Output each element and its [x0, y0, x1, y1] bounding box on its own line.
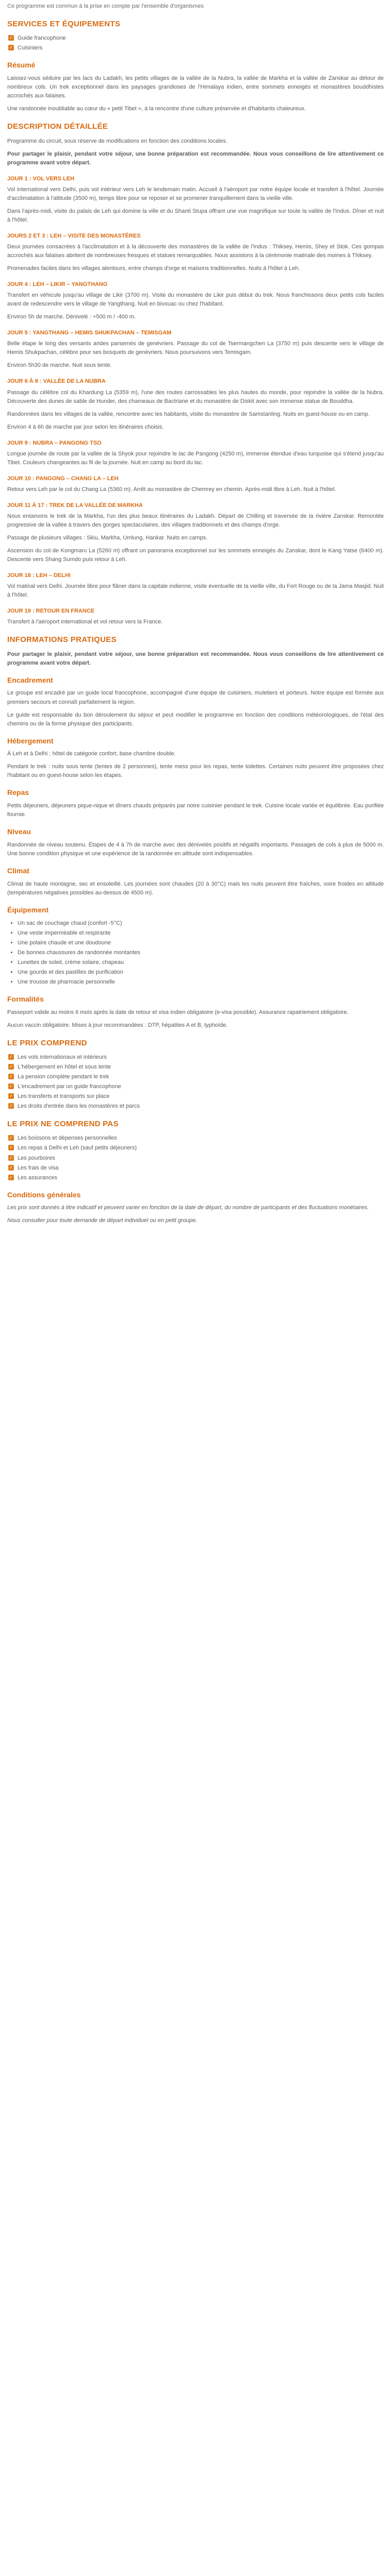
check-icon: ✓: [9, 1103, 13, 1109]
day-title: JOUR 5 : YANGTHANG – HEMIS SHUKPACHAN – TEMISGAM: [7, 330, 172, 336]
equipement-item: • De bonnes chaussures de randonnée montantes: [18, 948, 384, 957]
day-paragraph: Transfert en véhicule jusqu'au village de Likir (3700 m). Visite du monastère de Likir puis début du trek. Nous franchissons deux petits cols faciles avant de redescendre vers le village de Yangthang. Nuit en bivouac ou chez l'habitant.: [7, 292, 384, 308]
check-icon: ✓: [9, 1135, 13, 1141]
day-paragraph: Environ 5h30 de marche. Nuit sous tente.: [7, 362, 112, 369]
price-title: LE PRIX COMPREND: [7, 1038, 87, 1047]
day-paragraph: Randonnées dans les villages de la vallée, rencontre avec les habitants, visite du monastère de Samstanling. Nuits en guest-house ou en camp.: [7, 411, 370, 417]
price-item: ✓ Les transferts et transports sur place: [9, 1093, 110, 1100]
page: [0, 0, 391, 1242]
price-item: ✓ Les droits d'entrée dans les monastères et parcs: [9, 1103, 140, 1110]
days-container: [7, 175, 384, 627]
infos-paragraph: Pour partager le plaisir, pendant votre séjour, une bonne préparation est recommandée. Nous vous conseillons de lire attentivement ce programme avant votre départ.: [7, 651, 384, 666]
description-intro: Programme du circuit, sous réserve de modifications en fonction des conditions locales.: [7, 138, 227, 144]
services-title: SERVICES ET ÉQUIPEMENTS: [7, 20, 121, 29]
resume-paragraph: Laissez-vous séduire par les lacs du Ladakh, les petits villages de la vallée de la Nubra, la vallée de Markha et la vallée de Zanskar au détour de nombreux cols. Un trek exceptionnel dans les paysages grandioses de l'Himalaya indien, entre sommets enneigés et monastères bouddhistes accrochés aux falaises.: [7, 75, 384, 99]
day-paragraph: Longue journée de route par la vallée de la Shyok pour rejoindre le lac de Pangong (4250 m), immense étendue d'eau turquoise qui s'étend jusqu'au Tibet. Couleurs changeantes au fil de la journée. Nuit en camp au bord du lac.: [7, 450, 384, 466]
day-title: JOUR 1 : VOL VERS LEH: [7, 175, 74, 182]
price-not-item: ✓ Les repas à Delhi et Leh (sauf petits déjeuners): [9, 1145, 137, 1151]
day-title: JOUR 19 : RETOUR EN FRANCE: [7, 608, 95, 615]
infos-title: INFORMATIONS PRATIQUES: [7, 635, 117, 645]
day-title: JOURS 2 ET 3 : LEH – VISITE DES MONASTÈRES: [7, 232, 141, 239]
encadrement-title: Encadrement: [7, 675, 53, 684]
formalites-paragraph: Passeport valide au moins 6 mois après la date de retour et visa indien obligatoire (e-visa possible). Assurance rapatriement obligatoire.: [7, 1009, 349, 1015]
hebergement-paragraph: Pendant le trek : nuits sous tente (tentes de 2 personnes), tente mess pour les repas, tente toilettes. Certaines nuits peuvent être proposées chez l'habitant ou en guest-house selon les étapes.: [7, 764, 384, 779]
check-icon: ✓: [9, 1063, 13, 1069]
check-icon: ✓: [9, 1083, 13, 1089]
check-icon: ✓: [9, 1145, 13, 1150]
formalites-paragraph: Aucun vaccin obligatoire. Mises à jour recommandées : DTP, hépatites A et B, typhoïde.: [7, 1022, 228, 1028]
price-not-item: ✓ Les assurances: [9, 1174, 58, 1181]
check-icon: ✓: [9, 45, 13, 50]
price-list: [7, 1053, 384, 1111]
price-not-list: [7, 1134, 384, 1182]
day-title: JOUR 18 : LEH – DELHI: [7, 572, 71, 579]
services-list: [7, 34, 384, 53]
day-paragraph: Environ 5h de marche. Dénivelé : +500 m / -400 m.: [7, 314, 136, 320]
day-paragraph: Environ 4 à 6h de marche par jour selon les itinéraires choisis.: [7, 423, 164, 430]
check-icon: ✓: [9, 1164, 13, 1170]
check-icon: ✓: [9, 1073, 13, 1079]
repas-title: Repas: [7, 788, 29, 797]
check-icon: ✓: [9, 35, 13, 41]
check-icon: ✓: [9, 1155, 13, 1160]
equipement-item: • Une veste imperméable et respirante: [18, 929, 384, 938]
price-item: ✓ Les vols internationaux et intérieurs: [9, 1054, 107, 1060]
footer-paragraph: Nous consulter pour toute demande de départ individuel ou en petit groupe.: [7, 1217, 198, 1224]
equipement-title: Équipement: [7, 905, 49, 914]
day-paragraph: Passage de plusieurs villages : Skiu, Markha, Umlung, Hankar. Nuits en camps.: [7, 535, 208, 541]
day-paragraph: Belle étape le long des versants arides parsemés de genévriers. Passage du col de Tsermangchen La (3750 m) puis descente vers le village de Hemis Shukpachan, célèbre pour ses bosquets de genévriers. Nous poursuivons vers Temisgam.: [7, 341, 384, 356]
check-icon: ✓: [9, 1174, 13, 1180]
equipement-item: • Lunettes de soleil, crème solaire, chapeau: [18, 958, 384, 967]
niveau-paragraph: Randonnée de niveau soutenu. Étapes de 4 à 7h de marche avec des dénivelés positifs et négatifs importants. Passages de cols à plus de 5000 m. Une bonne condition physique et une expérience de la randonnée en altitude sont indispensables.: [7, 841, 384, 857]
check-icon: ✓: [9, 1054, 13, 1059]
day-paragraph: Dans l'après-midi, visite du palais de Leh qui domine la ville et du Shanti Stupa offrant une vue magnifique sur toute la vallée de l'Indus. Dîner et nuit à l'hôtel.: [7, 208, 384, 223]
price-not-item: ✓ Les frais de visa: [9, 1164, 59, 1171]
day-paragraph: Passage du célèbre col du Khardung La (5359 m), l'une des routes carrossables les plus hautes du monde, pour rejoindre la vallée de la Nubra. Découverte des dunes de sable de Hunder, des chameaux de Bactriane et du monastère de Diskit avec son immense statue de Bouddha.: [7, 389, 384, 404]
day-paragraph: Promenades faciles dans les villages alentours, entre champs d'orge et maisons traditionnelles. Nuits à l'hôtel à Leh.: [7, 265, 300, 272]
price-item: ✓ L'encadrement par un guide francophone: [9, 1083, 121, 1090]
day-title: JOUR 9 : NUBRA – PANGONG TSO: [7, 439, 102, 446]
hebergement-paragraph: À Leh et à Delhi : hôtel de catégorie confort, base chambre double.: [7, 751, 176, 757]
encadrement-paragraph: Le groupe est encadré par un guide local francophone, accompagné d'une équipe de cuisiniers, muletiers et porteurs. Notre équipe est formée aux premiers secours et connaît parfaitement la région.: [7, 690, 384, 705]
equipement-item: • Une trousse de pharmacie personnelle: [18, 978, 384, 987]
description-title: DESCRIPTION DÉTAILLÉE: [7, 122, 108, 131]
footer-title: Conditions générales: [7, 1190, 81, 1199]
top-note: Ce programme est commun à la prise en compte par l'ensemble d'organismes: [7, 3, 204, 9]
day-paragraph: Nous entamons le trek de la Markha, l'un des plus beaux itinéraires du Ladakh. Départ de Chilling et traversée de la rivière Zanskar. Remontée progressive de la vallée à travers des gorges spectaculaires, des villages traditionnels et des champs d'orge.: [7, 513, 384, 529]
resume-paragraph: Une randonnée inoubliable au cœur du « petit Tibet », à la rencontre d'une culture préservée et d'habitants chaleureux.: [7, 106, 306, 112]
day-paragraph: Vol international vers Delhi, puis vol intérieur vers Leh le lendemain matin. Accueil à l'aéroport par notre équipe locale et transfert à l'hôtel. Journée d'acclimatation à l'altitude (3500 m), temps libre pour se reposer et se promener tranquillement dans la vieille ville.: [7, 186, 384, 201]
footer-paragraph: Les prix sont donnés à titre indicatif et peuvent varier en fonction de la date de départ, du nombre de participants et des fluctuations monétaires.: [7, 1205, 369, 1211]
check-icon: ✓: [9, 1093, 13, 1099]
day-title: JOUR 10 : PANGONG – CHANG LA – LEH: [7, 475, 119, 482]
day-title: JOUR 11 À 17 : TREK DE LA VALLÉE DE MARKHA: [7, 502, 143, 509]
price-item: ✓ L'hébergement en hôtel et sous tente: [9, 1063, 111, 1070]
day-paragraph: Deux journées consacrées à l'acclimatation et à la découverte des monastères de la vallée de l'Indus : Thiksey, Hemis, Shey et Stok. Ces gompas accrochés aux falaises abritent de nombreuses fresques et statues remarquables. Nous assistons à la cérémonie matinale des moines à Thiksey.: [7, 243, 384, 259]
niveau-title: Niveau: [7, 827, 31, 836]
day-paragraph: Ascension du col de Kongmaru La (5260 m) offrant un panorama exceptionnel sur les sommets enneigés du Zanskar, dont le Kang Yatse (6400 m). Descente vers Shang Sumdo puis retour à Leh.: [7, 548, 384, 563]
price-not-title: LE PRIX NE COMPREND PAS: [7, 1120, 119, 1129]
climat-paragraph: Climat de haute montagne, sec et ensoleillé. Les journées sont chaudes (20 à 30°C) mais les nuits peuvent être fraîches, voire froides en altitude (températures négatives possibles au-dessus de 4500 m).: [7, 880, 384, 896]
day-paragraph: Vol matinal vers Delhi. Journée libre pour flâner dans la capitale indienne, visite éventuelle de la vieille ville, du Fort Rouge ou de la Jama Masjid. Nuit à l'hôtel.: [7, 583, 384, 599]
price-not-item: ✓ Les boissons et dépenses personnelles: [9, 1135, 117, 1142]
description-note: Pour partager le plaisir, pendant votre séjour, une bonne préparation est recommandée. Nous vous conseillons de lire attentivement ce programme avant votre départ.: [7, 150, 384, 166]
services-item: ✓ Cuisiniers: [9, 45, 43, 52]
price-not-item: ✓ Les pourboires: [9, 1155, 55, 1161]
encadrement-paragraph: Le guide est responsable du bon déroulement du séjour et peut modifier le programme en fonction des conditions météorologiques, de l'état des chemins ou de la forme physique des participants.: [7, 711, 384, 727]
resume-title: Résumé: [7, 61, 36, 70]
day-paragraph: Retour vers Leh par le col du Chang La (5360 m). Arrêt au monastère de Chemrey en chemin. Après-midi libre à Leh. Nuit à l'hôtel.: [7, 486, 336, 493]
day-title: JOUR 6 À 8 : VALLÉE DE LA NUBRA: [7, 378, 106, 385]
day-title: JOUR 4 : LEH – LIKIR – YANGTHANG: [7, 281, 108, 288]
services-item: ✓ Guide francophone: [9, 35, 66, 42]
equipement-list: [7, 919, 384, 987]
equipement-item: • Un sac de couchage chaud (confort -5°C): [18, 919, 384, 928]
equipement-item: • Une polaire chaude et une doudoune: [18, 939, 384, 947]
climat-title: Climat: [7, 867, 29, 875]
repas-paragraph: Petits déjeuners, déjeuners pique-nique et dîners chauds préparés par notre cuisinier pendant le trek. Cuisine locale variée et équilibrée. Eau purifiée fournie.: [7, 803, 384, 818]
formalites-title: Formalités: [7, 994, 44, 1003]
equipement-item: • Une gourde et des pastilles de purification: [18, 968, 384, 977]
hebergement-title: Hébergement: [7, 736, 54, 745]
price-item: ✓ La pension complète pendant le trek: [9, 1073, 109, 1080]
day-paragraph: Transfert à l'aéroport international et vol retour vers la France.: [7, 619, 163, 625]
